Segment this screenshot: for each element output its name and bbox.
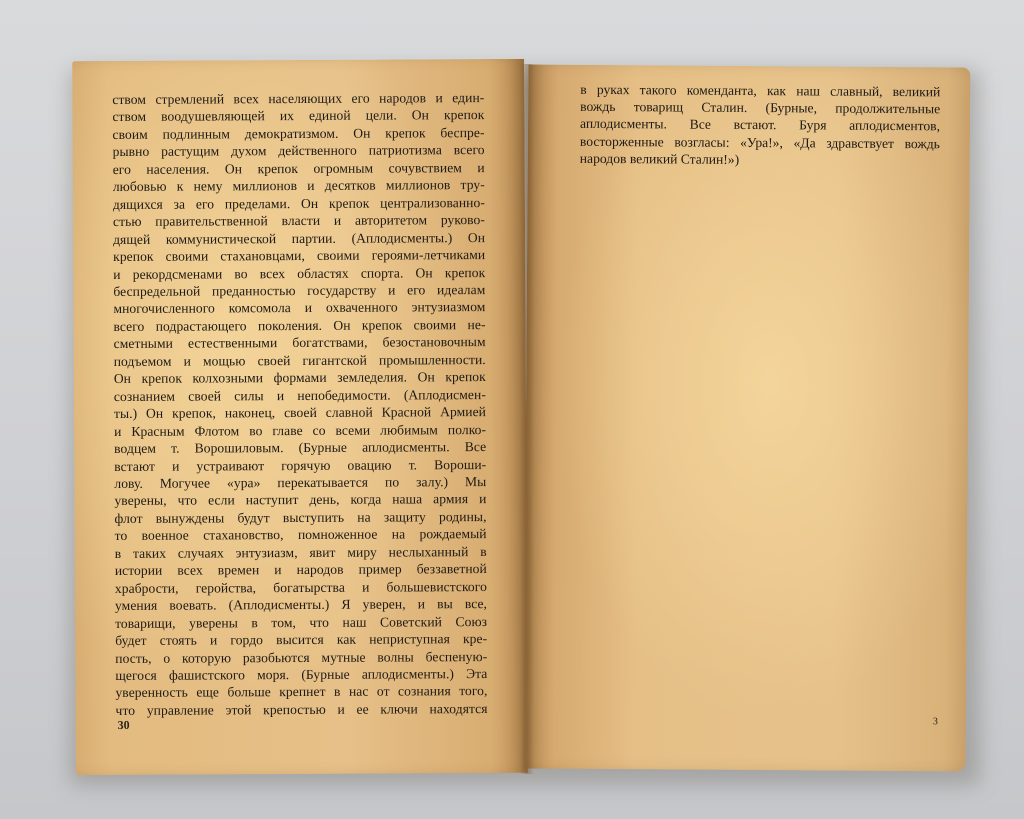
- text-line: ством воодушевляющей их единой цели. Он крепок: [112, 107, 485, 125]
- text-line: храбрости, геройства, богатырства и большевистского: [114, 578, 487, 596]
- text-line: подъемом и мощью своей гигантской промышленности.: [113, 351, 486, 369]
- text-line: в таких случаях энтузиазм, явит миру неслыханный в: [114, 543, 487, 561]
- text-line: в руках такого коменданта, как наш славный, великий: [580, 81, 941, 100]
- text-line: будет стоять и гордо высится как неприступная кре-: [115, 631, 488, 649]
- page-number: 30: [117, 717, 130, 732]
- text-line: и Красным Флотом во главе со всеми любимым полко-: [114, 421, 487, 439]
- text-line: флот вынуждены будут выступить на защиту родины,: [114, 508, 487, 526]
- text-line: истории всех времен и народов пример беззаветной: [114, 561, 487, 579]
- text-line: умения воевать. (Аплодисменты.) Я уверен, и вы все,: [114, 596, 488, 614]
- text-line: дящихся за его пределами. Он крепок централизованно-: [112, 194, 485, 212]
- text-line: беспредельной преданностью государству и его идеалам: [113, 282, 486, 299]
- text-line: щегося фашистского моря. (Бурные аплодисменты.) Эта: [115, 665, 488, 683]
- left-page-text: [112, 89, 487, 719]
- text-line: аплодисменты. Все встают. Буря аплодисментов,: [579, 116, 941, 134]
- book-gutter: [520, 64, 534, 774]
- text-line: сознанием своей силы и непобедимости. (Аплодисмен-: [113, 386, 486, 404]
- text-line: уверены, что если наступит день, когда наша армия и: [114, 491, 487, 509]
- left-page: [72, 59, 528, 775]
- text-line: крепок своими стахановцами, своими героями-летчиками: [113, 247, 486, 265]
- edge-mark: 3: [932, 716, 938, 728]
- text-line: рывно растущим духом действенного патриотизма всего: [112, 142, 485, 160]
- text-line: и рекордсменами во всех областях спорта. Он крепок: [113, 264, 486, 282]
- text-line: дящей коммунистической партии. (Аплодисменты.) Он: [113, 229, 486, 247]
- text-line: сметными естественными богатствами, безостановочным: [113, 334, 486, 352]
- text-line: лову. Могучее «ура» перекатывается по залу.) Мы: [114, 473, 487, 491]
- text-line: любовью к нему миллионов и десятков миллионов тру-: [112, 177, 485, 195]
- right-page-text: [580, 81, 941, 170]
- text-line: народов великий Сталин!»): [579, 150, 740, 167]
- text-line: что управление этой крепостью и ее ключи находятся: [115, 700, 488, 718]
- text-line: его населения. Он крепок огромным сочувствием и: [112, 159, 485, 177]
- text-line: пость, о которую разобьются мутные волны беспеную-: [115, 648, 488, 666]
- text-line: уверенность еще больше крепнет в нас от сознания того,: [115, 683, 488, 701]
- text-line: товарищи, уверены в том, что наш Советский Союз: [115, 613, 488, 631]
- text-line: вождь товарищ Сталин. (Бурные, продолжительные: [580, 99, 941, 117]
- text-line: восторженные возгласы: «Ура!», «Да здравствует вождь: [579, 133, 940, 151]
- text-line: стью правительственной власти и авторитетом руково-: [112, 212, 486, 230]
- text-line: Он крепок колхозными формами земледелия. Он крепок: [113, 369, 486, 387]
- text-line: водцем т. Ворошиловым. (Бурные аплодисменты. Все: [114, 439, 487, 457]
- right-page: [524, 64, 971, 771]
- text-line: всего подрастающего поколения. Он крепок своими не-: [113, 316, 486, 334]
- text-line: встают и устраивают горячую овацию т. Вороши-: [114, 456, 487, 474]
- text-line: ством стремлений всех населяющих его народов и един-: [112, 90, 485, 107]
- text-line: ты.) Он крепок, наконец, своей славной Красной Армией: [113, 404, 487, 422]
- text-line: то военное стахановство, помноженное на рождаемый: [114, 526, 487, 544]
- text-line: многочисленного комсомола и охваченного энтузиазмом: [113, 299, 486, 317]
- text-line: своим подлинным демократизмом. Он крепок беспре-: [112, 124, 485, 142]
